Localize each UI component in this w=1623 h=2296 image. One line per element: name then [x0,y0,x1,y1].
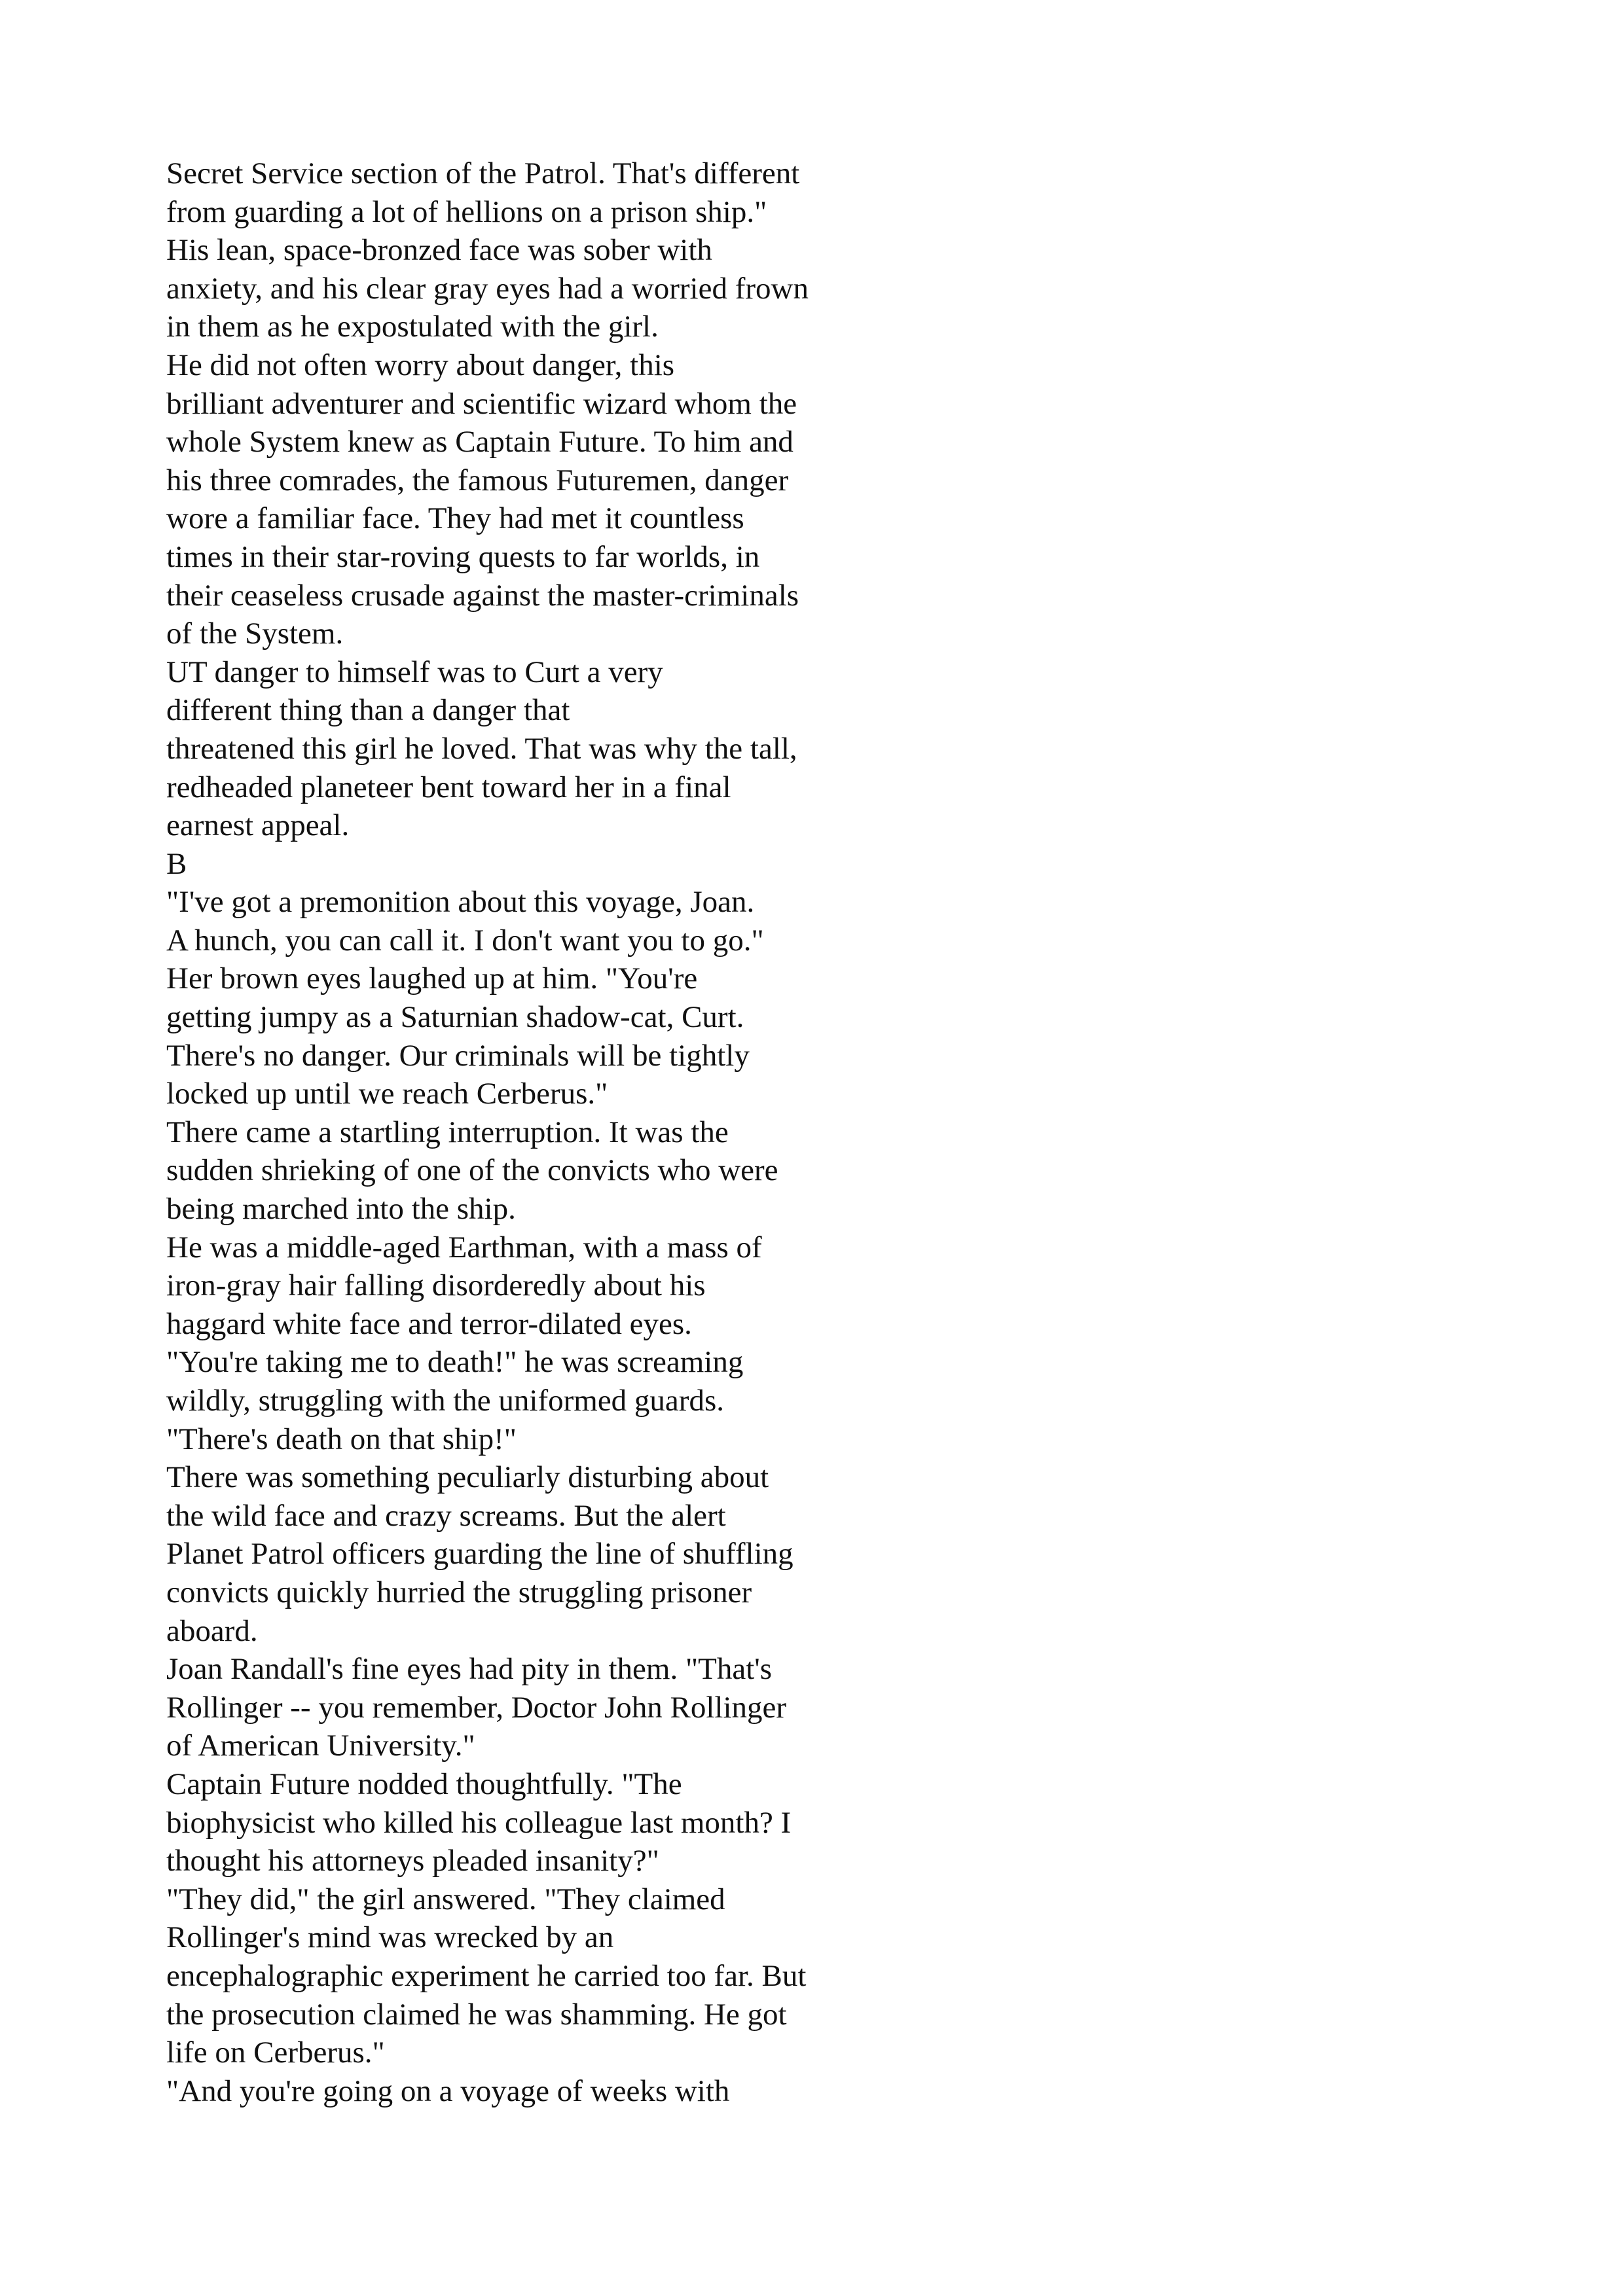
text-line: wore a familiar face. They had met it countless [166,501,744,536]
text-line: from guarding a lot of hellions on a prison ship." [166,194,767,229]
text-line: aboard. [166,1613,258,1648]
text-line: of American University." [166,1729,475,1763]
text-line: their ceaseless crusade against the master-criminals [166,578,799,613]
text-line: B [166,846,187,881]
text-line: Secret Service section of the Patrol. That's different [166,156,800,190]
text-line: A hunch, you can call it. I don't want you to go." [166,923,764,958]
text-line: Her brown eyes laughed up at him. "You're [166,961,698,996]
text-line: redheaded planeteer bent toward her in a final [166,770,731,804]
text-line: of the System. [166,617,344,651]
body-text [166,154,1148,2110]
text-line: whole System knew as Captain Future. To him and [166,425,793,459]
text-line: biophysicist who killed his colleague last month? I [166,1805,792,1840]
text-line: "And you're going on a voyage of weeks with [166,2073,730,2108]
text-line: in them as he expostulated with the girl. [166,310,659,344]
text-line: Captain Future nodded thoughtfully. "The [166,1767,682,1801]
text-line: convicts quickly hurried the struggling prisoner [166,1575,752,1609]
text-line: locked up until we reach Cerberus." [166,1077,608,1111]
text-line: times in their star-roving quests to far worlds, in [166,539,760,574]
text-line: "You're taking me to death!" he was screaming [166,1345,744,1380]
text-line: threatened this girl he loved. That was why the tall, [166,731,797,766]
text-line: He did not often worry about danger, this [166,348,675,382]
text-line: Rollinger's mind was wrecked by an [166,1920,614,1955]
text-line: haggard white face and terror-dilated eyes. [166,1306,692,1341]
text-line: "There's death on that ship!" [166,1422,517,1456]
text-line: "They did," the girl answered. "They claimed [166,1882,725,1916]
text-line: iron-gray hair falling disorderedly about his [166,1268,706,1303]
text-line: the prosecution claimed he was shamming. He got [166,1997,787,2032]
text-line: There's no danger. Our criminals will be tightly [166,1038,750,1073]
text-line: life on Cerberus." [166,2036,385,2070]
text-line: UT danger to himself was to Curt a very [166,655,663,689]
text-line: sudden shrieking of one of the convicts who were [166,1153,778,1188]
text-line: His lean, space-bronzed face was sober with [166,233,712,268]
text-line: Planet Patrol officers guarding the line of shuffling [166,1537,793,1571]
text-line: There was something peculiarly disturbing about [166,1460,769,1495]
text-line: being marched into the ship. [166,1192,516,1227]
text-line: Rollinger -- you remember, Doctor John Rollinger [166,1690,787,1725]
text-line: encephalographic experiment he carried too far. But [166,1958,807,1993]
text-line: wildly, struggling with the uniformed guards. [166,1384,724,1418]
text-line: brilliant adventurer and scientific wizard whom the [166,386,797,421]
text-line: "I've got a premonition about this voyage, Joan. [166,885,755,920]
text-line: thought his attorneys pleaded insanity?" [166,1844,659,1878]
text-line: the wild face and crazy screams. But the alert [166,1498,726,1533]
text-line: There came a startling interruption. It was the [166,1115,729,1149]
text-line: different thing than a danger that [166,693,570,728]
text-line: getting jumpy as a Saturnian shadow-cat, Curt. [166,1000,744,1035]
text-line: He was a middle-aged Earthman, with a mass of [166,1230,762,1265]
text-line: Joan Randall's fine eyes had pity in them. "That's [166,1652,773,1687]
text-line: earnest appeal. [166,808,350,843]
text-line: anxiety, and his clear gray eyes had a worried frown [166,271,809,306]
text-line: his three comrades, the famous Futuremen, danger [166,463,789,497]
